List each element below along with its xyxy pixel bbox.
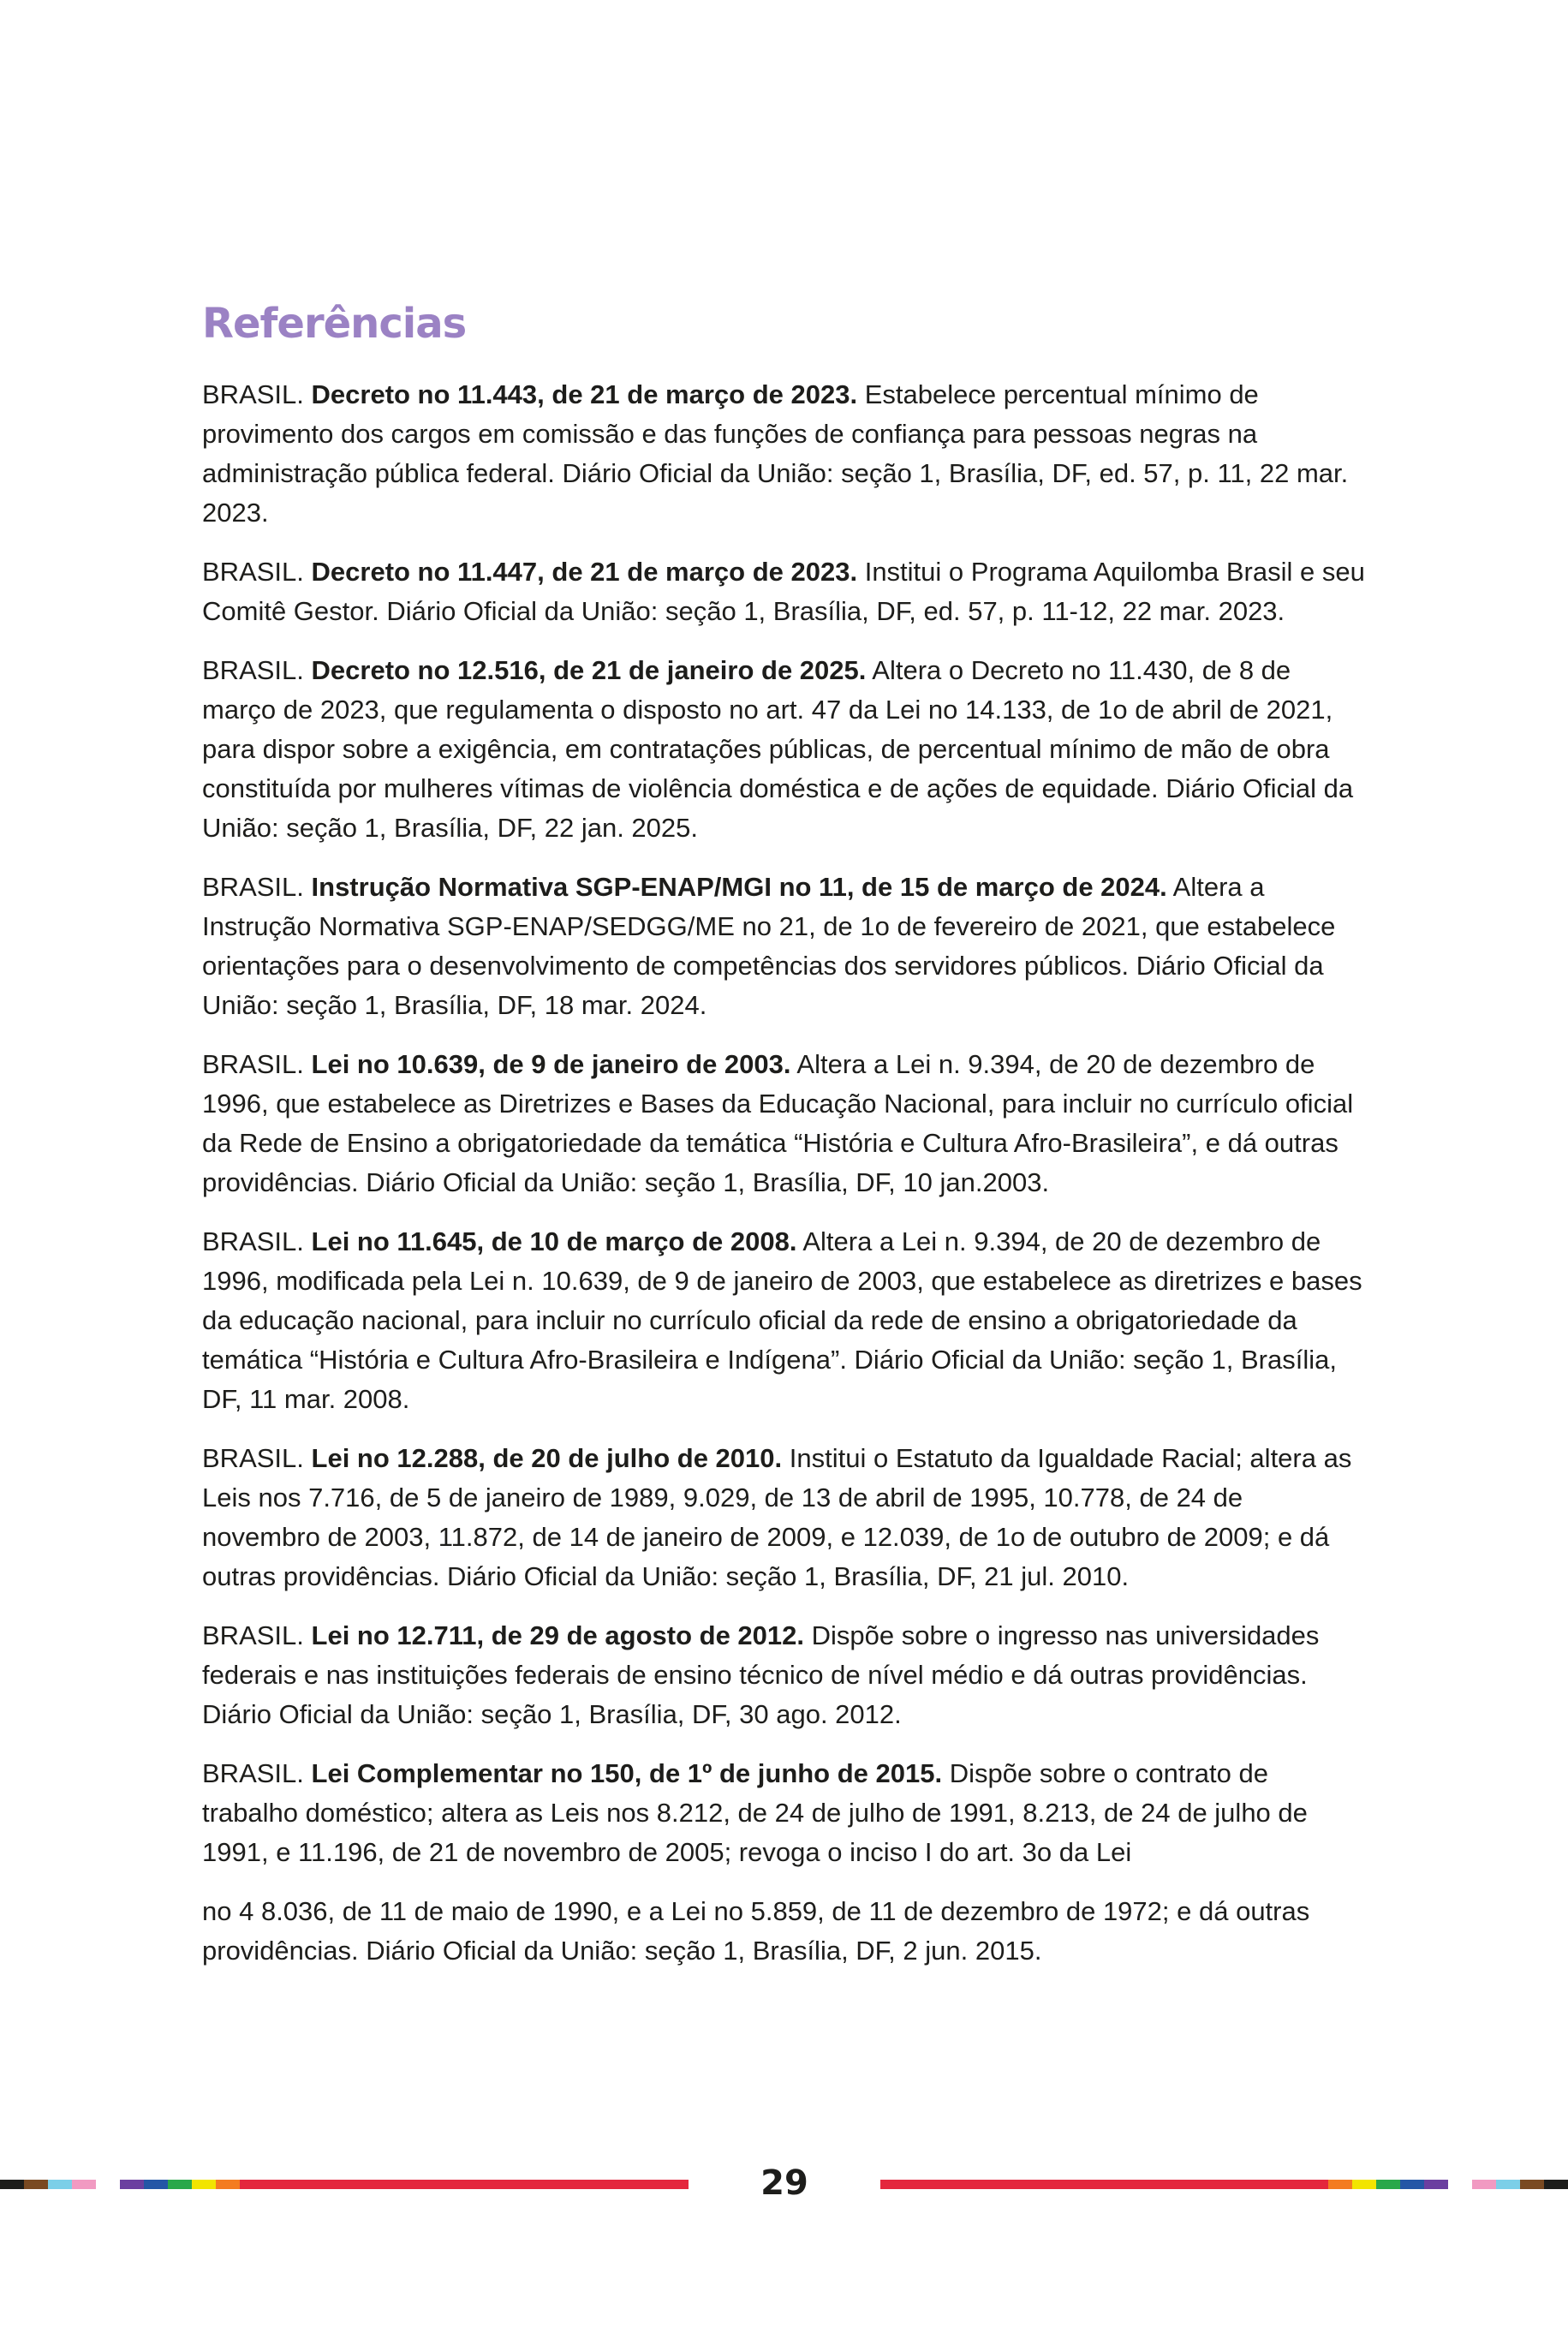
strip-segment xyxy=(1328,2180,1352,2189)
strip-segment xyxy=(1544,2180,1568,2189)
page-number: 29 xyxy=(760,2163,808,2203)
footer-color-strip-right xyxy=(880,2180,1568,2189)
strip-segment xyxy=(1352,2180,1376,2189)
reference-entry xyxy=(202,552,1367,631)
reference-description: Altera o Decreto no 11.430, de 8 de março de 2023, que regulamenta o disposto no art. 47 da Lei no 14.133, de 1o de abril de 2021, para dispor sobre a exigência, em contratações públicas, de percentual mínimo de mão de obra constituída por mulheres vítimas de violência doméstica e de ações de equidade. Diário Oficial da União: seção 1, Brasília, DF, 22 jan. 2025. xyxy=(202,655,1354,843)
reference-description: Dispõe sobre o ingresso nas universidades federais e nas instituições federais de ensino técnico de nível médio e dá outras providências. Diário Oficial da União: seção 1, Brasília, DF, 30 ago. 2012. xyxy=(202,1620,1320,1729)
reference-description: Dispõe sobre o contrato de trabalho doméstico; altera as Leis nos 8.212, de 24 de julho de 1991, 8.213, de 24 de julho de 1991, e 11.196, de 21 de novembro de 2005; revoga o inciso I do art. 3o da Lei xyxy=(202,1758,1308,1867)
footer-color-strip-left xyxy=(0,2180,689,2189)
reference-description: Institui o Programa Aquilomba Brasil e seu Comitê Gestor. Diário Oficial da União: seção 1, Brasília, DF, ed. 57, p. 11-12, 22 mar. 2023. xyxy=(202,557,1365,626)
reference-author: BRASIL. xyxy=(202,872,304,902)
reference-author: BRASIL. xyxy=(202,1443,304,1473)
reference-title: Lei no 11.645, de 10 de março de 2008. xyxy=(311,1226,797,1256)
reference-description: Altera a Lei n. 9.394, de 20 de dezembro de 1996, modificada pela Lei n. 10.639, de 9 de janeiro de 2003, que estabelece as diretrizes e bases da educação nacional, para incluir no currículo oficial da rede de ensino a obrigatoriedade da temática “História e Cultura Afro-Brasileira e Indígena”. Diário Oficial da União: seção 1, Brasília, DF, 11 mar. 2008. xyxy=(202,1226,1362,1414)
strip-segment xyxy=(96,2180,120,2189)
reference-title: Lei no 12.711, de 29 de agosto de 2012. xyxy=(311,1620,804,1650)
reference-title: Decreto no 11.443, de 21 de março de 2023. xyxy=(311,379,858,409)
references-list xyxy=(202,375,1367,1990)
reference-author: BRASIL. xyxy=(202,1049,304,1079)
reference-title: Decreto no 12.516, de 21 de janeiro de 2025. xyxy=(311,655,867,685)
strip-segment xyxy=(72,2180,96,2189)
page-heading: Referências xyxy=(202,300,467,348)
strip-segment xyxy=(48,2180,72,2189)
reference-title: Lei no 10.639, de 9 de janeiro de 2003. xyxy=(311,1049,791,1079)
reference-description: Estabelece percentual mínimo de provimento dos cargos em comissão e das funções de confiança para pessoas negras na administração pública federal. Diário Oficial da União: seção 1, Brasília, DF, ed. 57, p. 11, 22 mar. 2023. xyxy=(202,379,1349,528)
strip-segment xyxy=(0,2180,24,2189)
reference-entry xyxy=(202,651,1367,848)
reference-title: Lei no 12.288, de 20 de julho de 2010. xyxy=(311,1443,783,1473)
reference-description: Institui o Estatuto da Igualdade Racial; altera as Leis nos 7.716, de 5 de janeiro de 1989, 9.029, de 13 de abril de 1995, 10.778, de 24 de novembro de 2003, 11.872, de 14 de janeiro de 2009, e 12.039, de 1o de outubro de 2009; e dá outras providências. Diário Oficial da União: seção 1, Brasília, DF, 21 jul. 2010. xyxy=(202,1443,1352,1591)
strip-segment xyxy=(240,2180,689,2189)
reference-title: Decreto no 11.447, de 21 de março de 2023. xyxy=(311,557,858,587)
reference-entry xyxy=(202,1439,1367,1596)
strip-segment xyxy=(216,2180,240,2189)
reference-entry xyxy=(202,375,1367,533)
reference-title: Instrução Normativa SGP-ENAP/MGI no 11, de 15 de março de 2024. xyxy=(311,872,1167,902)
reference-entry xyxy=(202,1222,1367,1419)
reference-title: Lei Complementar no 150, de 1º de junho de 2015. xyxy=(311,1758,943,1788)
strip-segment xyxy=(24,2180,48,2189)
strip-segment xyxy=(144,2180,168,2189)
strip-segment xyxy=(1376,2180,1400,2189)
reference-author: BRASIL. xyxy=(202,1226,304,1256)
reference-entry xyxy=(202,868,1367,1025)
reference-entry xyxy=(202,1754,1367,1872)
strip-segment xyxy=(192,2180,216,2189)
strip-segment xyxy=(880,2180,1328,2189)
reference-entry xyxy=(202,1616,1367,1734)
strip-segment xyxy=(1424,2180,1448,2189)
strip-segment xyxy=(1448,2180,1472,2189)
reference-entry xyxy=(202,1045,1367,1202)
strip-segment xyxy=(1496,2180,1520,2189)
reference-author: BRASIL. xyxy=(202,1758,304,1788)
strip-segment xyxy=(120,2180,144,2189)
reference-continuation: no 4 8.036, de 11 de maio de 1990, e a Lei no 5.859, de 11 de dezembro de 1972; e dá outras providências. Diário Oficial da União: seção 1, Brasília, DF, 2 jun. 2015. xyxy=(202,1896,1310,1966)
reference-description: Altera a Instrução Normativa SGP-ENAP/SEDGG/ME no 21, de 1o de fevereiro de 2021, que estabelece orientações para o desenvolvimento de competências dos servidores públicos. Diário Oficial da União: seção 1, Brasília, DF, 18 mar. 2024. xyxy=(202,872,1336,1020)
reference-author: BRASIL. xyxy=(202,557,304,587)
strip-segment xyxy=(1472,2180,1496,2189)
page-footer xyxy=(0,2163,1568,2203)
strip-segment xyxy=(168,2180,192,2189)
reference-author: BRASIL. xyxy=(202,655,304,685)
reference-author: BRASIL. xyxy=(202,379,304,409)
strip-segment xyxy=(1400,2180,1424,2189)
reference-author: BRASIL. xyxy=(202,1620,304,1650)
strip-segment xyxy=(1520,2180,1544,2189)
reference-description: Altera a Lei n. 9.394, de 20 de dezembro de 1996, que estabelece as Diretrizes e Bases da Educação Nacional, para incluir no currículo oficial da Rede de Ensino a obrigatoriedade da temática “História e Cultura Afro-Brasileira”, e dá outras providências. Diário Oficial da União: seção 1, Brasília, DF, 10 jan.2003. xyxy=(202,1049,1354,1197)
